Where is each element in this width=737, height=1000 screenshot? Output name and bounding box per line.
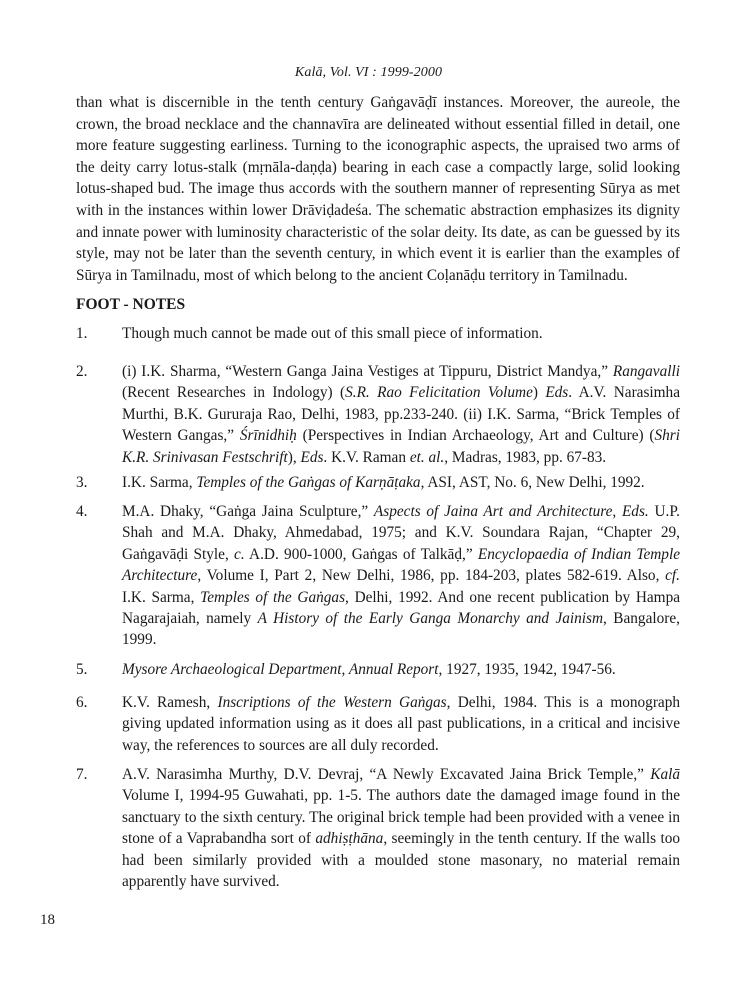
footnote-italic-run: Śrīnidhiḥ [239, 427, 297, 445]
footnote-text [122, 323, 680, 344]
footnote-text-run: (Perspectives in Indian Archaeology, Art and Culture) ( [296, 427, 655, 445]
footnote-text-run: Though much cannot be made out of this small piece of information. [122, 325, 543, 342]
footnote-text-run: , Madras, 1983, pp. 67-83. [444, 448, 607, 466]
footnote-text-run: 1927, 1935, 1942, 1947-56. [442, 661, 616, 678]
footnote-italic-run: Shri K.R. Srinivasan Festschrift [122, 427, 680, 466]
footnote-text-run: , ASI, AST, No. 6, New Delhi, 1992. [420, 474, 645, 491]
footnote-italic-run: Mysore Archaeological Department, Annual Report, [122, 661, 443, 678]
footnote-italic-run: cf. [665, 567, 680, 585]
footnote-number: 4. [76, 503, 88, 520]
footnote-text [122, 764, 680, 892]
footnote-italic-run: Rangavalli [612, 363, 680, 380]
footnote-text-run: , seemingly in the tenth century. If the walls too had been similarly provided with a moulded stone masonary, no material remain apparently have survived. [122, 830, 681, 891]
footnote-number: 5. [76, 661, 88, 678]
footnote-italic-run: et. al. [409, 448, 445, 466]
footnote-text [122, 659, 680, 680]
body-paragraph: than what is discernible in the tenth century Gaṅgavāḍī instances. Moreover, the aureole, the crown, the broad necklace and the channavīra are delineated without essential filled in detail, one more feature suggesting earliness. Turning to the iconographic aspects, the upraised two arms of the deity carry lotus-stalk (mṛnāla-daṇḍa) bearing in each case a compactly large, solid looking lotus-shaped bud. The image thus accords with the southern manner of representing Sūrya as met with in the instances within lower Drāviḍadeśa. The schematic abstraction emphasizes its dignity and innate power with luminosity characteristic of the solar deity. Its date, as can be guessed by its style, may not be later than the seventh century, in which event it is earlier than the examples of Sūrya in Tamilnadu, most of which belong to the ancient Coḷanāḍu territory in Tamilnadu. [76, 94, 680, 284]
footnote-italic-run: Eds [545, 384, 569, 402]
running-header: Kalā, Vol. VI : 1999-2000 [294, 65, 443, 80]
footnote-number: 3. [76, 474, 88, 491]
footnote-number: 2. [76, 363, 88, 380]
footnote-text [122, 472, 680, 493]
footnote-number: 6. [76, 694, 88, 711]
footnote-number: 1. [76, 325, 88, 342]
footnote-italic-run: A History of the Early Ganga Monarchy and Jainism [257, 610, 604, 628]
footnote-text-run: , Volume I, Part 2, New Delhi, 1986, pp. 184-203, plates 582-619. Also, [197, 567, 666, 585]
footnote-text-run: , Delhi, 1992. And one recent publication by Hampa Nagarajaiah, namely [122, 588, 681, 628]
footnote-italic-run: Eds [300, 448, 324, 466]
footnote-text-run: I.K. Sarma, [122, 588, 201, 606]
footnote-italic-run: Inscriptions of the Western Gaṅgas [217, 694, 447, 711]
footnote-text-run: A.V. Narasimha Murthy, D.V. Devraj, “A Newly Excavated Jaina Brick Temple,” [122, 766, 651, 783]
footnote-text-run: ) [532, 384, 546, 402]
footnote-text-run: I.K. Sarma, [122, 474, 197, 491]
footnote-italic-run: Encyclopaedia of Indian Temple Architecture [122, 545, 680, 585]
footnote-text-run: , Bangalore, 1999. [122, 610, 680, 649]
footnote-text [122, 501, 680, 651]
footnote-italic-run: c. [234, 545, 245, 563]
footnote-text [122, 692, 680, 756]
footnote-italic-run: Temples of the Gaṅgas of Karṇāṭaka [196, 474, 421, 491]
footnote-text-run: (Recent Researches in Indology) ( [122, 384, 346, 402]
footnote-text-run: ), [287, 448, 301, 466]
footnote-italic-run: S.R. Rao Felicitation Volume [345, 384, 533, 402]
footnote-text [122, 361, 680, 468]
footnote-text-run: , Delhi, 1984. This is a monograph giving updated information using as it does all past publications, in a critical and incisive way, the references to sources are all duly recorded. [122, 694, 680, 754]
footnotes-heading: FOOT - NOTES [76, 296, 186, 313]
footnote-number: 7. [76, 766, 88, 783]
footnote-text-run: U.P. Shah and M.A. Dhaky, Ahmedabad, 1975; and K.V. Soundara Rajan, “Chapter 29, Gaṅgavāḍi Style, [122, 503, 680, 563]
footnote-text-run: (i) I.K. Sharma, “Western Ganga Jaina Vestiges at Tippuru, District Mandya,” [122, 363, 613, 380]
footnote-text-run: K.V. Ramesh, [122, 694, 218, 711]
footnote-italic-run: Aspects of Jaina Art and Architecture, Eds. [373, 503, 649, 520]
footnote-text-run: A.D. 900-1000, Gaṅgas of Talkāḍ,” [244, 545, 478, 563]
footnote-text-run: . A.V. Narasimha Murthi, B.K. Gururaja Rao, Delhi, 1983, pp.233-240. (ii) I.K. Sarma, “Brick Temples of Western Gangas,” [122, 384, 680, 445]
footnote-italic-run: adhiṣṭhāna [315, 830, 384, 848]
footnote-italic-run: Kalā [650, 766, 680, 783]
page-number: 18 [40, 912, 55, 928]
footnote-italic-run: Temples of the Gaṅgas [200, 588, 346, 606]
footnote-text-run: M.A. Dhaky, “Gaṅga Jaina Sculpture,” [122, 503, 374, 520]
footnote-text-run: . K.V. Raman [323, 448, 410, 466]
footnote-text-run: Volume I, 1994-95 Guwahati, pp. 1-5. The authors date the damaged image found in the sanctuary to the sixth century. The original brick temple had been provided with a venee in stone of a Vaprabandha sort of [122, 787, 680, 848]
